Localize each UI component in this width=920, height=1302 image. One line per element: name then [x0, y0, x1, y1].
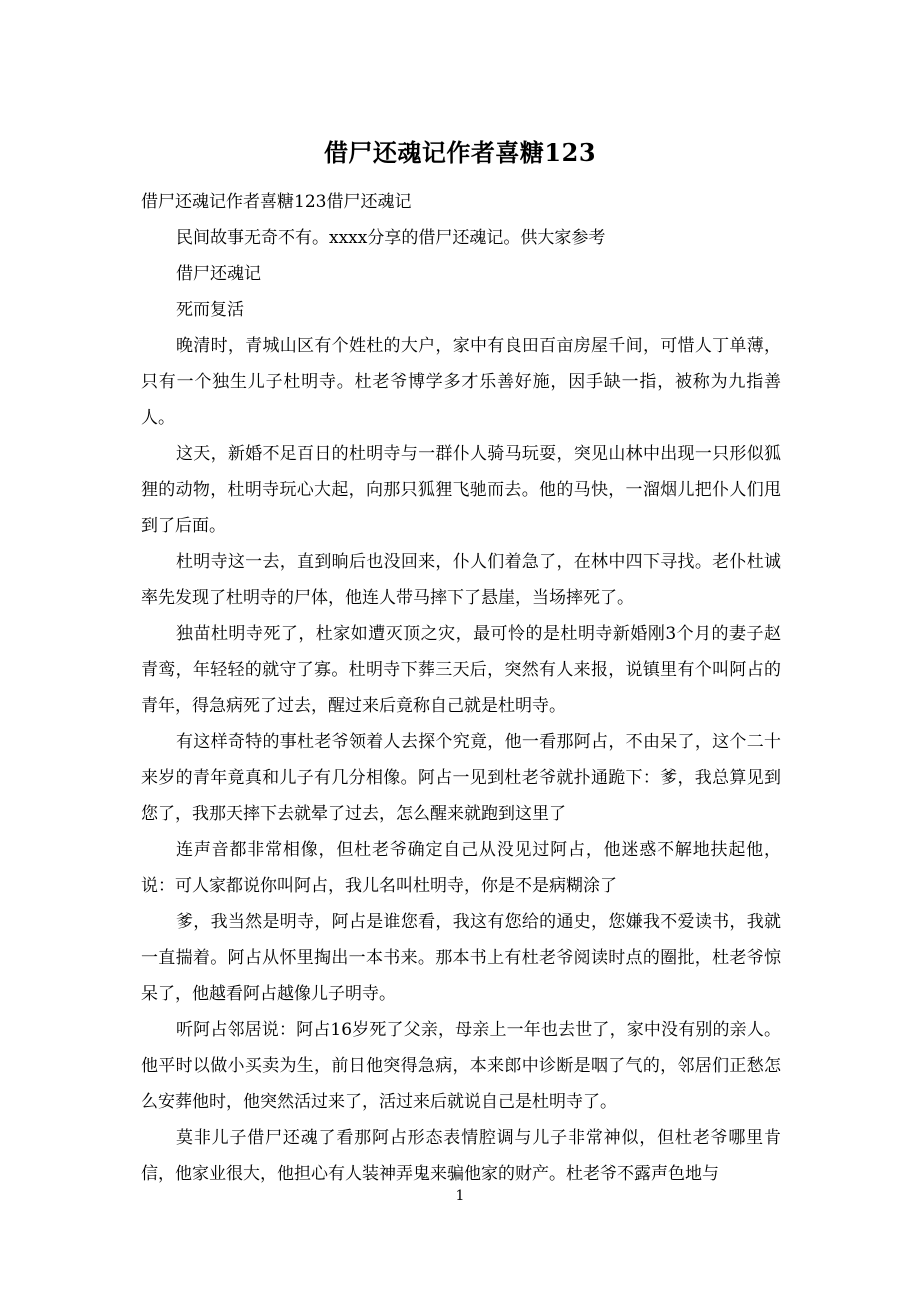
page-number: 1 [455, 1188, 465, 1204]
document-body [141, 184, 781, 1192]
paragraph: 这天，新婚不足百日的杜明寺与一群仆人骑马玩耍，突见山林中出现一只形似狐狸的动物，杜明寺玩心大起，向那只狐狸飞驰而去。他的马快，一溜烟儿把仆人们甩到了后面。 [141, 444, 781, 536]
paragraph-story-title: 借尸还魂记 [176, 264, 261, 284]
paragraph: 爹，我当然是明寺，阿占是谁您看，我这有您给的通史，您嫌我不爱读书，我就一直揣着。阿占从怀里掏出一本书来。那本书上有杜老爷阅读时点的圈批，杜老爷惊呆了，他越看阿占越像儿子明寺。 [141, 912, 781, 1004]
paragraph: 有这样奇特的事杜老爷领着人去探个究竟，他一看那阿占，不由呆了，这个二十来岁的青年竟真和儿子有几分相像。阿占一见到杜老爷就扑通跪下：爹，我总算见到您了，我那天摔下去就晕了过去，怎么醒来就跑到这里了 [141, 732, 781, 824]
paragraph: 连声音都非常相像，但杜老爷确定自己从没见过阿占，他迷惑不解地扶起他，说：可人家都说你叫阿占，我儿名叫杜明寺，你是不是病糊涂了 [141, 840, 781, 896]
paragraph: 听阿占邻居说：阿占16岁死了父亲，母亲上一年也去世了，家中没有别的亲人。他平时以做小买卖为生，前日他突得急病，本来郎中诊断是咽了气的，邻居们正愁怎么安葬他时，他突然活过来了，活过来后就说自己是杜明寺了。 [141, 1020, 781, 1112]
document-title: 借尸还魂记作者喜糖123 [323, 138, 597, 167]
paragraph-subtitle: 借尸还魂记作者喜糖123借尸还魂记 [141, 192, 412, 212]
paragraph: 莫非儿子借尸还魂了看那阿占形态表情腔调与儿子非常神似，但杜老爷哪里肯信，他家业很大，他担心有人装神弄鬼来骗他家的财产。杜老爷不露声色地与 [141, 1128, 781, 1184]
paragraph-section-heading: 死而复活 [176, 300, 244, 320]
paragraph-intro: 民间故事无奇不有。xxxx分享的借尸还魂记。供大家参考 [176, 228, 606, 248]
paragraph: 杜明寺这一去，直到晌后也没回来，仆人们着急了，在林中四下寻找。老仆杜诚率先发现了杜明寺的尸体，他连人带马摔下了悬崖，当场摔死了。 [141, 552, 781, 608]
paragraph: 晚清时，青城山区有个姓杜的大户，家中有良田百亩房屋千间，可惜人丁单薄，只有一个独生儿子杜明寺。杜老爷博学多才乐善好施，因手缺一指，被称为九指善人。 [141, 336, 781, 428]
paragraph: 独苗杜明寺死了，杜家如遭灭顶之灾，最可怜的是杜明寺新婚刚3个月的妻子赵青鸾，年轻轻的就守了寡。杜明寺下葬三天后，突然有人来报，说镇里有个叫阿占的青年，得急病死了过去，醒过来后竟称自己就是杜明寺。 [141, 624, 781, 716]
